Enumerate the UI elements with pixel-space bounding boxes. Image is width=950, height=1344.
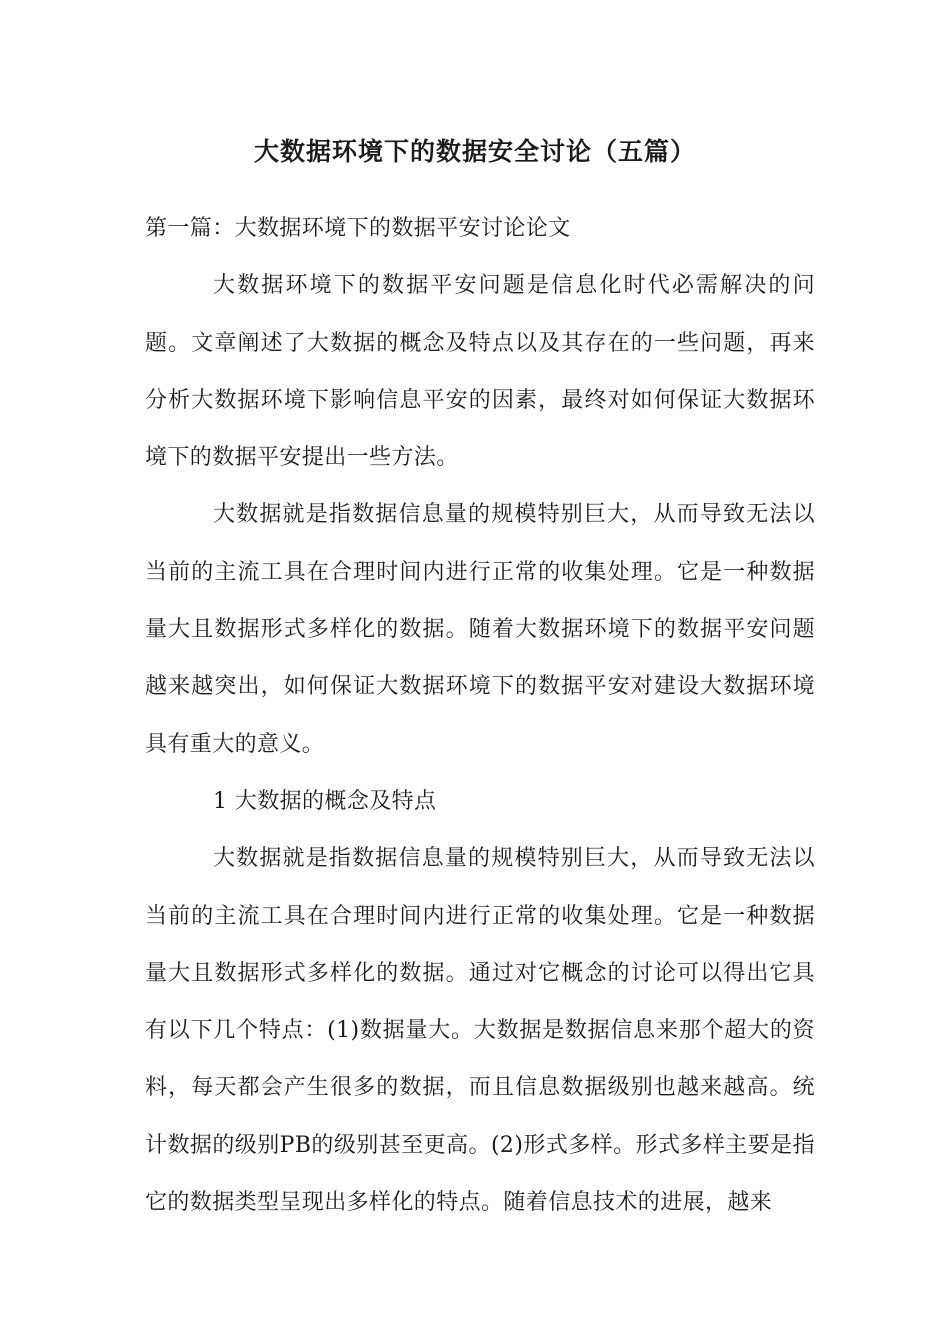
paragraph: 大数据环境下的数据平安问题是信息化时代必需解决的问题。文章阐述了大数据的概念及特点以及其存在的一些问题，再来分析大数据环境下影响信息平安的因素，最终对如何保证大数据环境下的数据平安提出一些方法。 — [145, 273, 815, 471]
document-title: 大数据环境下的数据安全讨论（五篇） — [253, 137, 696, 166]
document-body — [145, 200, 815, 1231]
paragraph: 大数据就是指数据信息量的规模特别巨大，从而导致无法以当前的主流工具在合理时间内进行正常的收集处理。它是一种数据量大且数据形式多样化的数据。通过对它概念的讨论可以得出它具有以下几个特点：(1)数据量大。大数据是数据信息来那个超大的资料，每天都会产生很多的数据，而且信息数据级别也越来越高。统计数据的级别PB的级别甚至更高。(2)形式多样。形式多样主要是指它的数据类型呈现出多样化的特点。随着信息技术的进展，越来 — [145, 846, 815, 1216]
paragraph: 大数据就是指数据信息量的规模特别巨大，从而导致无法以当前的主流工具在合理时间内进行正常的收集处理。它是一种数据量大且数据形式多样化的数据。随着大数据环境下的数据平安问题越来越突出，如何保证大数据环境下的数据平安对建设大数据环境具有重大的意义。 — [145, 502, 815, 757]
section-heading: 1 大数据的概念及特点 — [213, 788, 437, 814]
part-heading: 第一篇：大数据环境下的数据平安讨论论文 — [145, 216, 571, 241]
